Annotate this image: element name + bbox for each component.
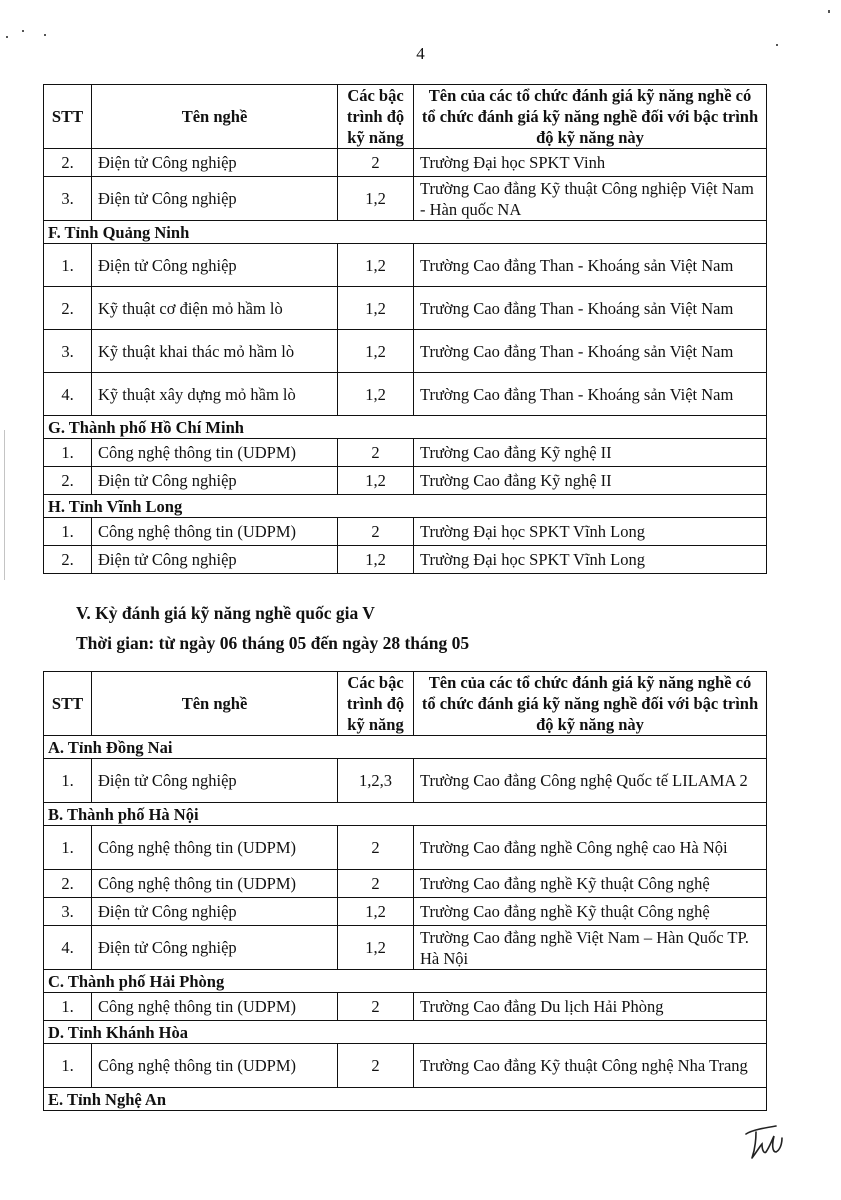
row-org: Trường Đại học SPKT Vĩnh Long (414, 518, 767, 546)
table-row (44, 330, 767, 373)
signature-mark (742, 1122, 786, 1164)
row-level: 1,2,3 (338, 759, 414, 803)
row-stt: 1. (44, 439, 92, 467)
row-stt: 1. (44, 759, 92, 803)
table-row (44, 926, 767, 970)
table-row (44, 287, 767, 330)
row-name: Kỹ thuật xây dựng mỏ hầm lò (92, 373, 338, 416)
row-name: Công nghệ thông tin (UDPM) (92, 439, 338, 467)
table-row (44, 244, 767, 287)
row-level: 1,2 (338, 177, 414, 221)
row-stt: 2. (44, 870, 92, 898)
assessment-table-1 (43, 84, 767, 574)
section-title: H. Tỉnh Vĩnh Long (44, 495, 767, 518)
row-org: Trường Đại học SPKT Vĩnh Long (414, 546, 767, 574)
table-row (44, 870, 767, 898)
header-stt: STT (44, 85, 92, 149)
table-row (44, 826, 767, 870)
table-row (44, 439, 767, 467)
row-org: Trường Cao đẳng Kỹ nghệ II (414, 439, 767, 467)
section-row (44, 221, 767, 244)
row-stt: 4. (44, 926, 92, 970)
header-level: Các bậc trình độ kỹ năng (338, 672, 414, 736)
row-org: Trường Cao đẳng Kỹ thuật Công nghiệp Việt Nam - Hàn quốc NA (414, 177, 767, 221)
row-name: Điện tử Công nghiệp (92, 759, 338, 803)
table-row (44, 467, 767, 495)
row-name: Công nghệ thông tin (UDPM) (92, 870, 338, 898)
section-title: C. Thành phố Hải Phòng (44, 970, 767, 993)
row-org: Trường Đại học SPKT Vinh (414, 149, 767, 177)
table-row (44, 1044, 767, 1088)
row-level: 2 (338, 826, 414, 870)
table-row (44, 759, 767, 803)
section-row (44, 495, 767, 518)
scan-speck (22, 30, 24, 32)
scan-speck (44, 34, 46, 36)
row-stt: 1. (44, 993, 92, 1021)
row-level: 1,2 (338, 330, 414, 373)
row-level: 1,2 (338, 898, 414, 926)
row-name: Điện tử Công nghiệp (92, 244, 338, 287)
row-stt: 3. (44, 898, 92, 926)
row-stt: 1. (44, 518, 92, 546)
table-header-row (44, 85, 767, 149)
row-name: Điện tử Công nghiệp (92, 926, 338, 970)
row-stt: 2. (44, 467, 92, 495)
row-org: Trường Cao đẳng Than - Khoáng sản Việt Nam (414, 330, 767, 373)
row-level: 1,2 (338, 287, 414, 330)
row-level: 1,2 (338, 926, 414, 970)
row-name: Điện tử Công nghiệp (92, 177, 338, 221)
row-level: 1,2 (338, 373, 414, 416)
table-row (44, 993, 767, 1021)
row-org: Trường Cao đẳng Công nghệ Quốc tế LILAMA 2 (414, 759, 767, 803)
row-name: Công nghệ thông tin (UDPM) (92, 1044, 338, 1088)
section-title: B. Thành phố Hà Nội (44, 803, 767, 826)
scan-speck (776, 44, 778, 46)
row-name: Kỹ thuật cơ điện mỏ hầm lò (92, 287, 338, 330)
row-org: Trường Cao đẳng nghề Kỹ thuật Công nghệ (414, 898, 767, 926)
section-title: D. Tỉnh Khánh Hòa (44, 1021, 767, 1044)
section-row (44, 416, 767, 439)
row-stt: 2. (44, 149, 92, 177)
row-stt: 1. (44, 244, 92, 287)
row-name: Công nghệ thông tin (UDPM) (92, 826, 338, 870)
row-stt: 3. (44, 330, 92, 373)
row-org: Trường Cao đẳng Than - Khoáng sản Việt Nam (414, 373, 767, 416)
table-row (44, 177, 767, 221)
section-title: G. Thành phố Hồ Chí Minh (44, 416, 767, 439)
row-name: Điện tử Công nghiệp (92, 467, 338, 495)
period-time: Thời gian: từ ngày 06 tháng 05 đến ngày 28 tháng 05 (76, 633, 470, 653)
section-title: E. Tỉnh Nghệ An (44, 1088, 767, 1111)
table-header-row (44, 672, 767, 736)
table-row (44, 898, 767, 926)
row-stt: 2. (44, 546, 92, 574)
section-title: F. Tỉnh Quảng Ninh (44, 221, 767, 244)
row-org: Trường Cao đẳng nghề Công nghệ cao Hà Nội (414, 826, 767, 870)
row-stt: 4. (44, 373, 92, 416)
table-row (44, 373, 767, 416)
row-org: Trường Cao đẳng nghề Kỹ thuật Công nghệ (414, 870, 767, 898)
row-org: Trường Cao đẳng Du lịch Hải Phòng (414, 993, 767, 1021)
row-level: 1,2 (338, 546, 414, 574)
row-level: 1,2 (338, 244, 414, 287)
row-stt: 1. (44, 826, 92, 870)
header-org: Tên của các tổ chức đánh giá kỹ năng nghề có tổ chức đánh giá kỹ năng nghề đối với bậc trình độ kỹ năng này (414, 672, 767, 736)
scan-edge (4, 430, 5, 580)
row-stt: 2. (44, 287, 92, 330)
row-name: Công nghệ thông tin (UDPM) (92, 993, 338, 1021)
table-row (44, 518, 767, 546)
row-level: 2 (338, 149, 414, 177)
scan-speck (828, 10, 830, 13)
header-level: Các bậc trình độ kỹ năng (338, 85, 414, 149)
row-stt: 1. (44, 1044, 92, 1088)
row-org: Trường Cao đẳng Than - Khoáng sản Việt Nam (414, 244, 767, 287)
row-level: 2 (338, 518, 414, 546)
row-name: Kỹ thuật khai thác mỏ hầm lò (92, 330, 338, 373)
row-name: Công nghệ thông tin (UDPM) (92, 518, 338, 546)
row-org: Trường Cao đẳng Than - Khoáng sản Việt Nam (414, 287, 767, 330)
row-org: Trường Cao đẳng Kỹ nghệ II (414, 467, 767, 495)
section-row (44, 1088, 767, 1111)
scan-speck (6, 36, 8, 38)
header-org: Tên của các tổ chức đánh giá kỹ năng nghề có tổ chức đánh giá kỹ năng nghề đối với bậc trình độ kỹ năng này (414, 85, 767, 149)
row-name: Điện tử Công nghiệp (92, 898, 338, 926)
section-row (44, 736, 767, 759)
assessment-table-2 (43, 671, 767, 1111)
section-row (44, 1021, 767, 1044)
row-name: Điện tử Công nghiệp (92, 149, 338, 177)
row-name: Điện tử Công nghiệp (92, 546, 338, 574)
row-level: 1,2 (338, 467, 414, 495)
section-row (44, 970, 767, 993)
header-name: Tên nghề (92, 85, 338, 149)
row-stt: 3. (44, 177, 92, 221)
row-org: Trường Cao đẳng Kỹ thuật Công nghệ Nha Trang (414, 1044, 767, 1088)
section-title: A. Tỉnh Đồng Nai (44, 736, 767, 759)
period-title: V. Kỳ đánh giá kỹ năng nghề quốc gia V (76, 603, 375, 623)
header-name: Tên nghề (92, 672, 338, 736)
row-level: 2 (338, 1044, 414, 1088)
row-level: 2 (338, 870, 414, 898)
table-row (44, 546, 767, 574)
row-org: Trường Cao đẳng nghề Việt Nam – Hàn Quốc TP. Hà Nội (414, 926, 767, 970)
section-row (44, 803, 767, 826)
page-number: 4 (416, 44, 425, 63)
table-row (44, 149, 767, 177)
row-level: 2 (338, 993, 414, 1021)
header-stt: STT (44, 672, 92, 736)
row-level: 2 (338, 439, 414, 467)
